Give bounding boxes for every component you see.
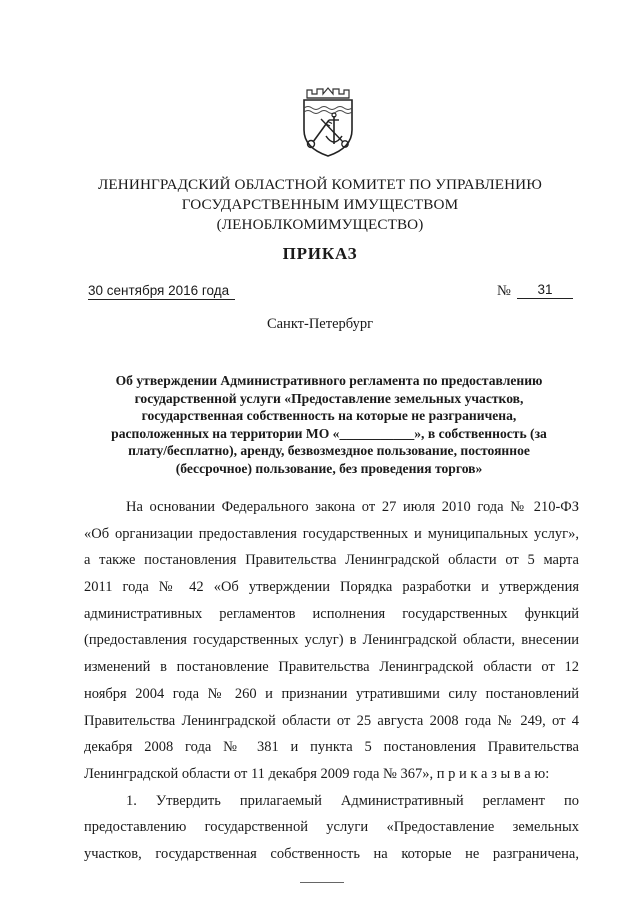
- subject-line: Об утверждении Административного регламента по предоставлению: [115, 373, 543, 388]
- coat-of-arms-emblem: [299, 86, 357, 158]
- city: Санкт-Петербург: [266, 316, 374, 332]
- preamble-line: а также постановления Правительства Ленинградской области от 5 марта: [84, 552, 579, 569]
- preamble-line: ноября 2004 года № 260 и признании утратившими силу постановлений: [84, 685, 579, 702]
- subject-line: (бессрочное) пользование, без проведения торгов»: [175, 460, 483, 476]
- subject-line: расположенных на территории МО «___________», в собственность (за: [111, 425, 547, 441]
- preamble-line: изменений в постановление Правительства Ленинградской области от 12: [84, 659, 579, 676]
- subject-line: государственной услуги «Предоставление земельных участков,: [134, 390, 524, 406]
- organization-name: [80, 175, 560, 235]
- order-subject-heading: [84, 372, 574, 478]
- preamble-line: административных регламентов исполнения государственных функций: [84, 605, 579, 622]
- order-number: 31: [517, 282, 573, 299]
- preamble-line: Правительства Ленинградской области от 25 августа 2008 года № 249, от 4: [84, 712, 579, 729]
- preamble-line: «Об организации предоставления государственных и муниципальных услуг»,: [84, 525, 579, 542]
- order-body: [84, 494, 579, 868]
- subject-line: плату/бесплатно), аренду, безвозмездное пользование, постоянное: [128, 443, 530, 459]
- preamble-line: декабря 2008 года № 381 и пункта 5 постановления Правительства: [84, 739, 579, 756]
- order-number-label: №: [497, 283, 511, 299]
- organization-line-2: ГОСУДАРСТВЕННЫМ ИМУЩЕСТВОМ: [181, 196, 459, 213]
- item-1-line: 1. Утвердить прилагаемый Административный регламент по: [126, 792, 579, 809]
- organization-line-3: (ЛЕНОБЛКОМИМУЩЕСТВО): [216, 216, 424, 233]
- subject-line: государственная собственность на которые не разграничена,: [141, 408, 517, 424]
- document-type-title: ПРИКАЗ: [282, 244, 358, 263]
- preamble-line: 2011 года № 42 «Об утверждении Порядка разработки и утверждения: [84, 579, 579, 596]
- preamble-line: (предоставления государственных услуг) в Ленинградской области, внесении: [84, 632, 579, 649]
- preamble-line: Ленинградской области от 11 декабря 2009 года № 367», п р и к а з ы в а ю:: [84, 765, 550, 782]
- item-1-line: участков, государственная собственность на которые не разграничена,: [84, 845, 579, 862]
- page-bottom-mark: [300, 882, 344, 883]
- item-1-line: предоставлению государственной услуги «Предоставление земельных: [84, 819, 579, 836]
- preamble-line: На основании Федерального закона от 27 июля 2010 года № 210-ФЗ: [126, 499, 579, 515]
- order-date: 30 сентября 2016 года: [88, 283, 235, 300]
- organization-line-1: ЛЕНИНГРАДСКИЙ ОБЛАСТНОЙ КОМИТЕТ ПО УПРАВЛЕНИЮ: [98, 176, 542, 193]
